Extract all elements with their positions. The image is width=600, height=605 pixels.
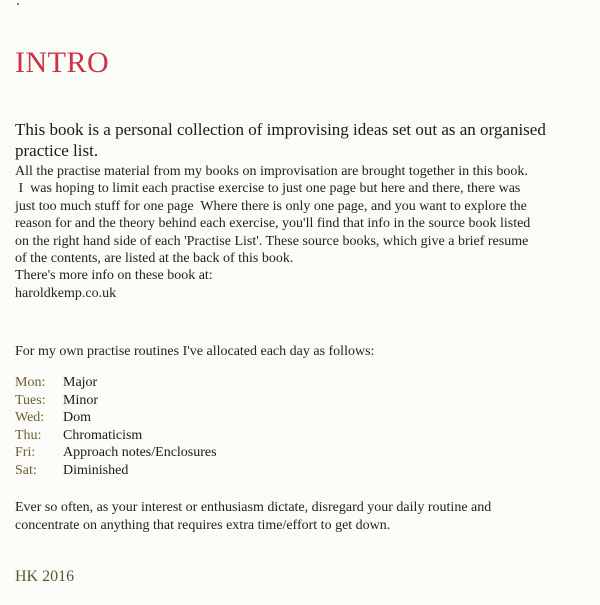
schedule-day: Mon: [15, 375, 46, 390]
schedule-row-fri [15, 444, 217, 462]
body-line: of the contents, are listed at the back of this book. [15, 251, 294, 267]
body-line: All the practise material from my books on improvisation are brought together in this book. [15, 164, 528, 179]
schedule-topic: Approach notes/Enclosures [63, 445, 217, 461]
schedule-row-mon [15, 374, 217, 392]
website-link-text: haroldkemp.co.uk [15, 285, 117, 301]
schedule-row-tues [15, 392, 217, 410]
schedule-topic: Diminished [63, 462, 129, 478]
body-line: There's more info on these book at: [15, 268, 213, 284]
schedule-row-wed [15, 409, 217, 427]
routine-intro: For my own practise routines I've allocated each day as follows: [15, 344, 375, 359]
body-line: I was hoping to limit each practise exercise to just one page but here and there, there was [15, 181, 521, 197]
schedule-topic: Dom [63, 410, 91, 426]
schedule-day: Thu: [15, 427, 42, 443]
scan-speck [17, 3, 19, 5]
signature: HK 2016 [15, 568, 75, 585]
closing-line: Ever so often, as your interest or enthusiasm dictate, disregard your daily routine and [15, 500, 492, 515]
schedule-day: Fri: [15, 445, 36, 461]
lead-paragraph: This book is a personal collection of improvising ideas set out as an organised practice list. [15, 120, 546, 160]
body-line: just too much stuff for one page Where there is only one page, and you want to explore the [15, 198, 527, 214]
schedule-day: Wed: [15, 410, 45, 426]
schedule-topic: Major [63, 375, 98, 390]
schedule-topic: Chromaticism [63, 427, 143, 443]
body-line: on the right hand side of each 'Practise List'. These source books, which give a brief resume [15, 233, 529, 249]
schedule-day: Tues: [15, 392, 46, 408]
body-paragraph [15, 163, 590, 302]
weekly-schedule [15, 374, 217, 480]
body-line: reason for and the theory behind each exercise, you'll find that info in the source book listed [15, 216, 531, 232]
schedule-row-thu [15, 427, 217, 445]
schedule-row-sat [15, 462, 217, 480]
closing-paragraph [15, 499, 575, 535]
schedule-topic: Minor [63, 392, 98, 408]
schedule-day: Sat: [15, 462, 37, 478]
closing-line: concentrate on anything that requires extra time/effort to get down. [15, 518, 391, 533]
page-title: INTRO [15, 46, 110, 79]
